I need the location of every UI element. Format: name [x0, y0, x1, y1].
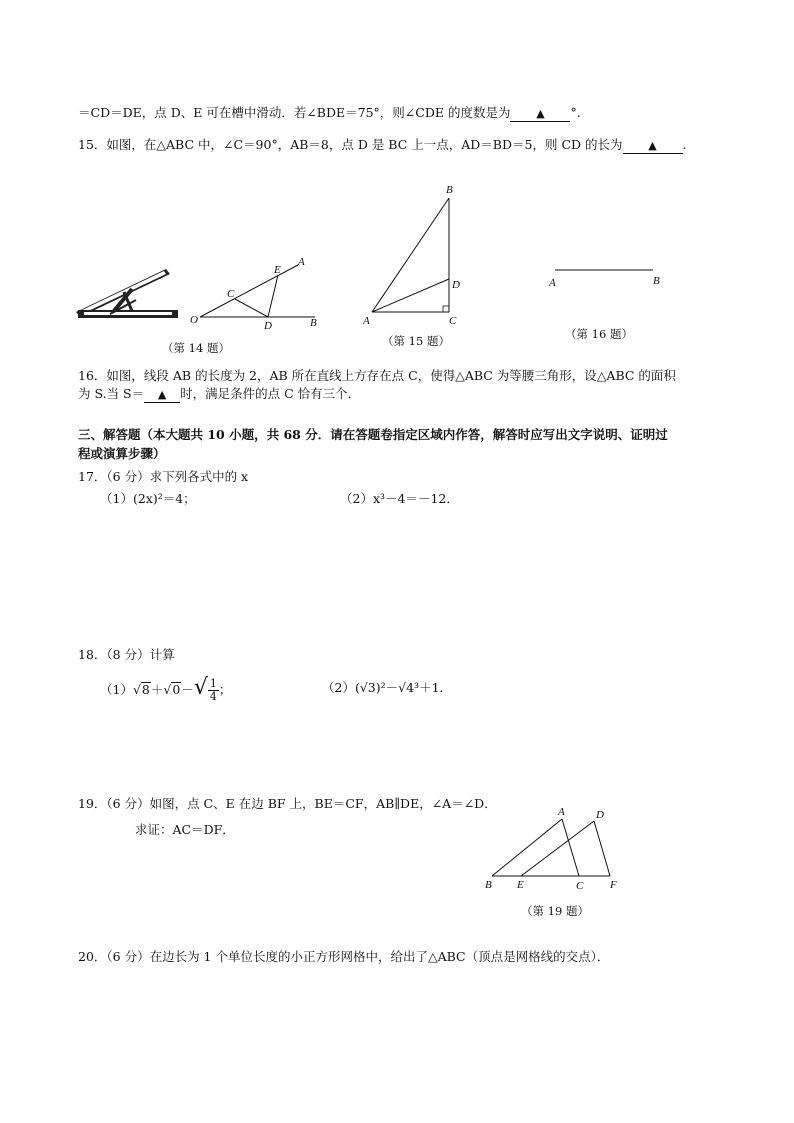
q16-text-suffix: 时，满足条件的点 C 恰有三个．	[180, 386, 361, 401]
q20-stem: 20．（6 分）在边长为 1 个单位长度的小正方形网格中，给出了△ABC（顶点是网格线的交点）．	[78, 949, 610, 964]
q17-part-1: （1）(2x)²＝4；	[100, 491, 196, 506]
q18-part1-label: （1）	[100, 682, 133, 697]
figure-19	[482, 802, 632, 894]
fig15-label-d: D	[452, 279, 460, 291]
q16-answer-blank: ▲	[144, 388, 180, 403]
q19-proof: 求证：AC＝DF．	[135, 822, 235, 837]
fig19-label-d: D	[596, 809, 604, 821]
fig14-label-a: A	[298, 256, 305, 268]
q17-stem: 17．（6 分）求下列各式中的 x	[78, 469, 249, 484]
fig14-label-e: E	[274, 264, 281, 276]
q15-text: 15．如图，在△ABC 中，∠C＝90°，AB＝8，点 D 是 BC 上一点，AD＝BD＝5，则 CD 的长为	[78, 137, 623, 152]
q19-stem: 19．（6 分）如图，点 C、E 在边 BF 上，BE＝CF，AB∥DE，∠A＝∠D．	[78, 796, 497, 811]
q15-suffix: .	[682, 137, 687, 152]
figure-15	[360, 180, 470, 330]
fig19-label-a: A	[558, 806, 565, 818]
fig19-caption: （第 19 题）	[521, 904, 589, 918]
section3-heading-1: 三、解答题（本大题共 10 小题，共 68 分．请在答题卷指定区域内作答，解答时应写出文字说明、证明过	[78, 427, 668, 442]
q18-part1-radicand-1: 8	[141, 682, 150, 697]
fig14-label-o: O	[190, 314, 198, 326]
q14-tail-suffix: °.	[570, 105, 581, 120]
section3-heading-2: 程或演算步骤）	[78, 446, 166, 461]
figure-14	[72, 256, 332, 336]
fig15-label-c: C	[449, 315, 457, 327]
fig16-label-a: A	[549, 277, 556, 289]
q18-part1-radicand-2: 0	[172, 682, 181, 697]
q18-part1-fraction	[208, 678, 219, 703]
q18-part-1: （1）√8＋√0－√ $\frac{1}{4}$ ；	[100, 675, 232, 703]
q14-answer-blank: ▲	[510, 107, 570, 122]
fig14-caption: （第 14 题）	[162, 341, 230, 355]
fig15-caption: （第 15 题）	[382, 334, 450, 348]
q18-fraction-denominator: 4	[209, 690, 217, 703]
figure-16	[545, 262, 665, 292]
fig14-geometry	[200, 265, 315, 317]
q16-text-prefix: 为 S.当 S＝	[78, 386, 145, 401]
q15-line	[78, 136, 687, 154]
q17-part-2: （2）x³－4＝－12．	[340, 491, 459, 506]
q16-line-2	[78, 385, 360, 403]
q18-part1-end: ；	[218, 682, 232, 697]
fig19-label-f: F	[610, 879, 617, 891]
q18-stem: 18．（8 分）计算	[78, 647, 175, 662]
fig14-label-c: C	[227, 288, 235, 300]
fig14-label-d: D	[264, 320, 272, 332]
fig19-label-e: E	[517, 879, 524, 891]
q18-part-2: （2）(√3)²－√4³＋1．	[322, 680, 453, 695]
q16-line-1: 16．如图，线段 AB 的长度为 2，AB 所在直线上方存在点 C，使得△ABC 为等腰三角形，设△ABC 的面积	[78, 368, 676, 383]
q15-answer-blank: ▲	[623, 139, 683, 154]
fig16-label-b: B	[653, 275, 660, 287]
q18-fraction-numerator: 1	[209, 677, 217, 690]
fig14-tool-drawing	[76, 269, 178, 318]
fig19-label-b: B	[485, 879, 492, 891]
fig16-caption: （第 16 题）	[565, 327, 633, 341]
fig15-label-b: B	[446, 184, 453, 196]
fig15-label-a: A	[363, 315, 370, 327]
fig14-label-b: B	[310, 317, 317, 329]
fig19-label-c: C	[576, 880, 584, 892]
q14-tail-text: ＝CD＝DE，点 D、E 可在槽中滑动．若∠BDE＝75°，则∠CDE 的度数是为	[78, 105, 511, 120]
q14-tail-line	[78, 104, 581, 122]
